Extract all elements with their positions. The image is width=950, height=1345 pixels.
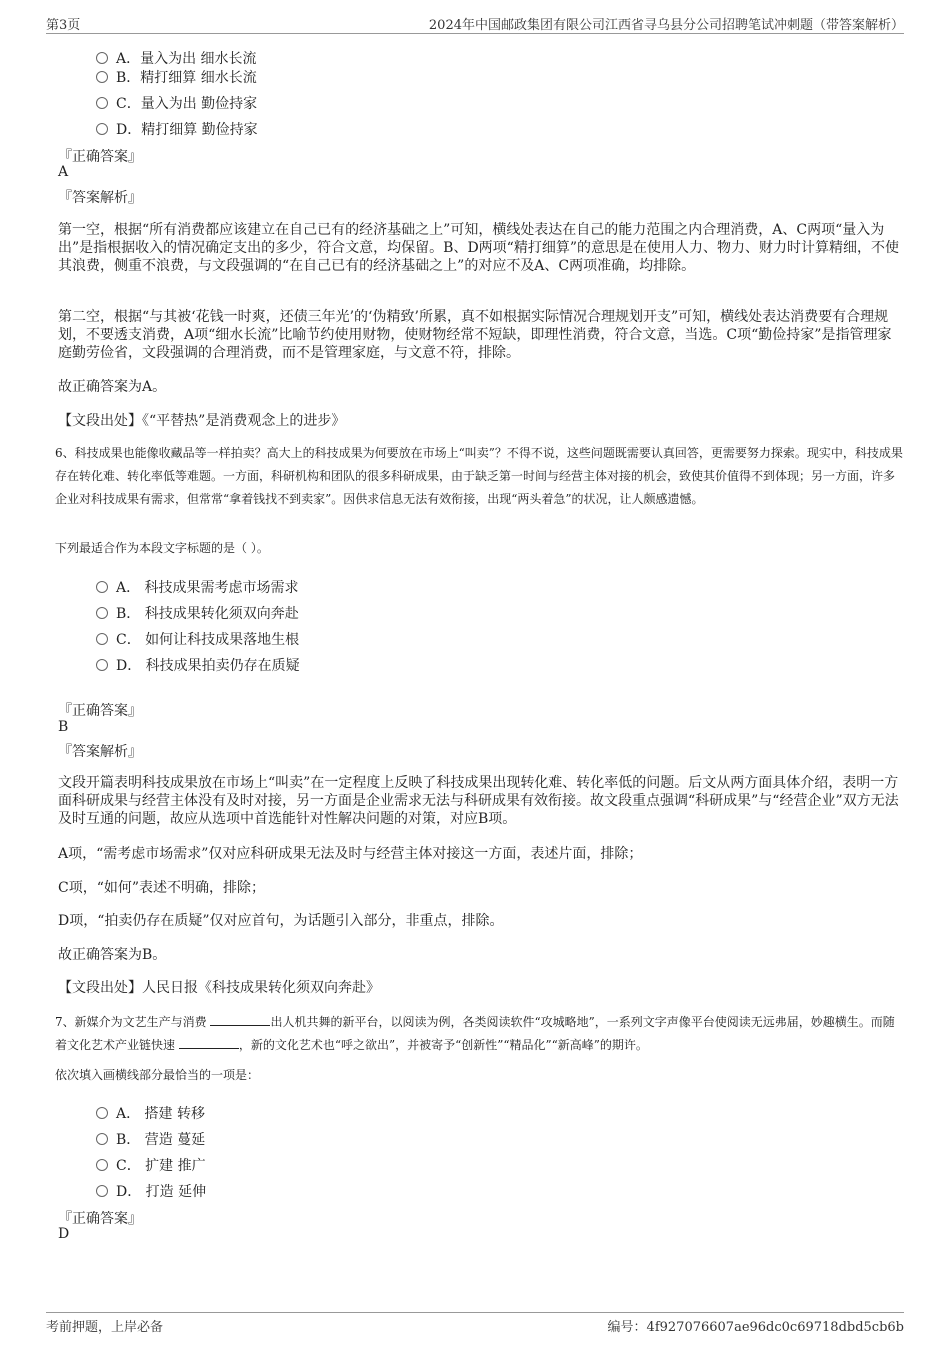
q5-answer: A: [58, 164, 69, 180]
q5-option-d[interactable]: D．精打细算 勤俭持家: [96, 119, 258, 139]
q6-analysis-p1: 文段开篇表明科技成果放在市场上“叫卖”在一定程度上反映了科技成果出现转化难、转化率低的问题。后文从两方面具体介绍，表明一方面科研成果与经营主体没有及时对接，另一方面是企业需求无法与科研成果有效衔接。故文段重点强调“科研成果”与“经营企业”双方无法及时互通的问题，故应从选项中首选能针对性解决问题的对策，对应B项。: [58, 775, 899, 827]
q5-analysis-p3: 故正确答案为A。: [58, 379, 167, 395]
radio-icon[interactable]: [96, 659, 108, 671]
q6-analysis-p3: C项，“如何”表述不明确，排除；: [58, 880, 266, 896]
q7-stem: 7、新媒介为文艺生产与消费 出人机共舞的新平台，以阅读为例，各类阅读软件“攻城略地”，一系列文字声像平台使阅读无远弗届，妙趣横生。而随着文化艺术产业链快速 ，新的文化艺术也“呼之欲出”，并被寄予“创新性”“精品化”“新高峰”的期许。: [55, 1015, 895, 1052]
q6-option-b[interactable]: B． 科技成果转化须双向奔赴: [96, 603, 299, 623]
q6-answer: B: [58, 719, 69, 735]
q5-option-c[interactable]: C．量入为出 勤俭持家: [96, 93, 257, 113]
q6-answer-label: 『正确答案』: [58, 703, 142, 719]
q5-option-a[interactable]: A．量入为出 细水长流: [96, 48, 257, 68]
q7-answer-label: 『正确答案』: [58, 1211, 142, 1227]
footer-slogan: 考前押题，上岸必备: [46, 1320, 164, 1335]
q7-blank-1: [210, 1013, 270, 1026]
q5-source: 【文段出处】《“平替热”是消费观念上的进步》: [58, 413, 346, 429]
footer-divider: [46, 1312, 904, 1313]
q6-option-c[interactable]: C． 如何让科技成果落地生根: [96, 629, 299, 649]
radio-icon[interactable]: [96, 97, 108, 109]
q7-option-d[interactable]: D． 打造 延伸: [96, 1181, 206, 1201]
q5-answer-label: 『正确答案』: [58, 149, 142, 165]
q5-analysis-label: 『答案解析』: [58, 190, 142, 206]
q5-analysis-p2: 第二空，根据“与其被‘花钱一时爽，还债三年光’的‘伪精致’所累，真不如根据实际情况合理规划开支”可知，横线处表达消费要有合理规划，不要透支消费，A项“细水长流”比喻节约使用财物，使财物经常不短缺，即理性消费，符合文意，当选。C项“勤俭持家”是指管理家庭勤劳俭省，文段强调的合理消费，而不是管理家庭，与文意不符，排除。: [58, 309, 892, 361]
q7-option-c[interactable]: C． 扩建 推广: [96, 1155, 206, 1175]
q7-option-a[interactable]: A． 搭建 转移: [96, 1103, 205, 1123]
q7-question: 依次填入画横线部分最恰当的一项是：: [55, 1068, 260, 1082]
radio-icon[interactable]: [96, 52, 108, 64]
q5-option-b[interactable]: B．精打细算 细水长流: [96, 67, 257, 87]
header-divider: [46, 33, 904, 34]
q6-option-a[interactable]: A． 科技成果需考虑市场需求: [96, 577, 299, 597]
q7-blank-2: [179, 1036, 239, 1049]
q7-option-b[interactable]: B． 营造 蔓延: [96, 1129, 205, 1149]
radio-icon[interactable]: [96, 1185, 108, 1197]
q7-answer: D: [58, 1226, 70, 1242]
page-number: 第3页: [46, 18, 81, 33]
q6-stem: 6、科技成果也能像收藏品等一样拍卖？高大上的科技成果为何要放在市场上“叫卖”？不得不说，这些问题既需要认真回答，更需要努力探索。现实中，科技成果存在转化难、转化率低等难题。一方面，科研机构和团队的很多科研成果，由于缺乏第一时间与经营主体对接的机会，致使其价值得不到体现；另一方面，许多企业对科技成果有需求，但常常“拿着钱找不到卖家”。因供求信息无法有效衔接，出现“两头着急”的状况，让人颇感遗憾。: [55, 446, 903, 506]
radio-icon[interactable]: [96, 1159, 108, 1171]
q6-analysis-p5: 故正确答案为B。: [58, 947, 167, 963]
q6-source: 【文段出处】人民日报《科技成果转化须双向奔赴》: [58, 980, 380, 996]
radio-icon[interactable]: [96, 1107, 108, 1119]
radio-icon[interactable]: [96, 581, 108, 593]
q6-analysis-p2: A项，“需考虑市场需求”仅对应科研成果无法及时与经营主体对接这一方面，表述片面，排除；: [58, 846, 643, 862]
q6-question: 下列最适合作为本段文字标题的是（ ）。: [55, 541, 269, 555]
q6-analysis-label: 『答案解析』: [58, 744, 142, 760]
q6-analysis-p4: D项，“拍卖仍存在质疑”仅对应首句，为话题引入部分，非重点，排除。: [58, 913, 504, 929]
q5-analysis-p1: 第一空，根据“所有消费都应该建立在自己已有的经济基础之上”可知，横线处表达在自己的能力范围之内合理消费，A、C两项“量入为出”是指根据收入的情况确定支出的多少，符合文意，均保留。B、D两项“精打细算”的意思是在使用人力、物力、财力时计算精细，不使其浪费，侧重不浪费，与文段强调的“在自己已有的经济基础之上”的对应不及A、C两项准确，均排除。: [58, 222, 899, 274]
radio-icon[interactable]: [96, 71, 108, 83]
radio-icon[interactable]: [96, 1133, 108, 1145]
footer-id: 编号：4f927076607ae96dc0c69718dbd5cb6b: [607, 1320, 904, 1335]
q6-option-d[interactable]: D． 科技成果拍卖仍存在质疑: [96, 655, 300, 675]
radio-icon[interactable]: [96, 607, 108, 619]
radio-icon[interactable]: [96, 123, 108, 135]
radio-icon[interactable]: [96, 633, 108, 645]
document-title: 2024年中国邮政集团有限公司江西省寻乌县分公司招聘笔试冲刺题（带答案解析）: [428, 18, 904, 33]
